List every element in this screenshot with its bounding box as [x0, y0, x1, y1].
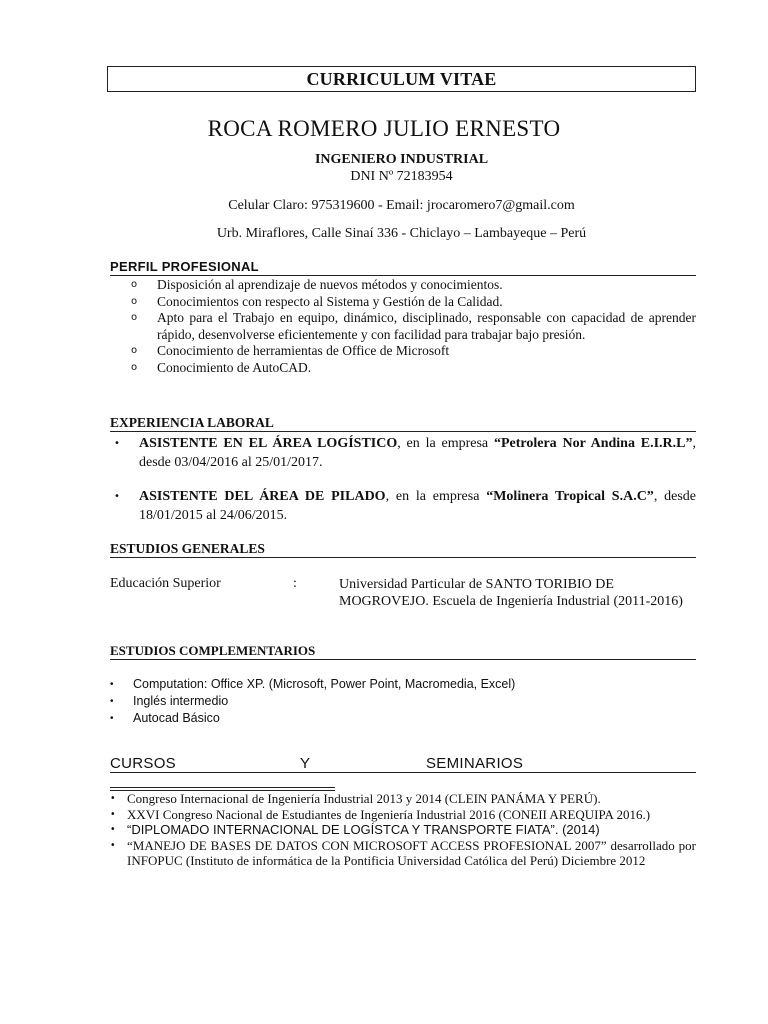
bullet-icon: • [110, 793, 116, 804]
cursos-list [110, 791, 696, 869]
complementarios-list [110, 676, 696, 727]
company-name: “Petrolera Nor Andina E.I.R.L” [493, 436, 693, 451]
cv-title-box [107, 66, 696, 92]
list-item: • “DIPLOMADO INTERNACIONAL DE LOGÍSTCA Y TRANSPORTE FIATA”. (2014) [110, 822, 600, 837]
circle-bullet-icon: o [131, 361, 138, 373]
list-item: o Conocimientos con respecto al Sistema y Gestión de la Calidad. [131, 293, 503, 309]
heading-underline [110, 772, 696, 773]
bullet-icon: • [114, 438, 120, 449]
job-dates: , desde 18/01/2015 al 24/06/2015. [139, 489, 696, 523]
list-item: • Autocad Básico [110, 711, 220, 725]
list-item: • Congreso Internacional de Ingeniería Industrial 2013 y 2014 (CLEIN PANÁMA Y PERÚ). [110, 791, 601, 806]
experience-item: • ASISTENTE DEL ÁREA DE PILADO, en la empresa “Molinera Tropical S.A.C”, desde 18/01/2015 al 24/06/2015. [114, 489, 696, 523]
bullet-icon: • [110, 713, 114, 724]
job-dates: , desde 03/04/2016 al 25/01/2017. [139, 436, 696, 470]
job-role: ASISTENTE EN EL ÁREA LOGÍSTICO [139, 436, 398, 451]
seminarios-word: SEMINARIOS [426, 755, 524, 772]
education-label: Educación Superior [110, 576, 221, 591]
circle-bullet-icon: o [131, 279, 138, 290]
list-item: o Conocimiento de herramientas de Office de Microsoft [131, 343, 450, 358]
heading-underline-segment [434, 772, 468, 773]
dni-number: DNI Nº 72183954 [350, 169, 453, 184]
education-colon: : [293, 576, 297, 591]
y-word: Y [300, 755, 311, 772]
education-value: Universidad Particular de SANTO TORIBIO DE MOGROVEJO. Escuela de Ingeniería Industrial (2011-2016) [339, 577, 683, 609]
bullet-icon: • [110, 808, 116, 820]
list-item: o Conocimiento de AutoCAD. [131, 359, 312, 375]
section-heading-complementarios: ESTUDIOS COMPLEMENTARIOS [110, 642, 696, 660]
company-name: “Molinera Tropical S.A.C” [486, 489, 654, 504]
circle-bullet-icon: o [131, 295, 138, 307]
perfil-list [131, 277, 696, 376]
heading-rule [110, 787, 335, 788]
circle-bullet-icon: o [131, 345, 138, 356]
bullet-icon: • [114, 491, 120, 502]
cursos-word: CURSOS [110, 755, 176, 772]
list-item: • Computation: Office XP. (Microsoft, Power Point, Macromedia, Excel) [110, 677, 516, 691]
job-role: ASISTENTE DEL ÁREA DE PILADO [139, 489, 386, 504]
section-heading-perfil: PERFIL PROFESIONAL [110, 258, 696, 276]
list-item: o Apto para el Trabajo en equipo, dinámico, disciplinado, responsable con capacidad de aprender rápido, desenvolverse eficientemente y con facilidad para trabajar bajo presión. [131, 310, 696, 342]
list-item: • Inglés intermedio [110, 694, 229, 708]
contact-info: Celular Claro: 975319600 - Email: jrocaromero7@gmail.com [228, 198, 575, 213]
profession: INGENIERO INDUSTRIAL [314, 152, 489, 167]
section-heading-estudios: ESTUDIOS GENERALES [110, 540, 696, 558]
address: Urb. Miraflores, Calle Sinaí 336 - Chiclayo – Lambayeque – Perú [216, 226, 587, 241]
list-item: • XXVI Congreso Nacional de Estudiantes de Ingeniería Industrial 2016 (CONEII AREQUIPA 2016.) [110, 806, 651, 822]
bullet-icon: • [110, 839, 116, 851]
experience-item: • ASISTENTE EN EL ÁREA LOGÍSTICO, en la empresa “Petrolera Nor Andina E.I.R.L”, desde 03/04/2016 al 25/01/2017. [114, 436, 696, 470]
circle-bullet-icon: o [131, 312, 138, 323]
bullet-icon: • [110, 679, 114, 690]
section-heading-cursos [110, 755, 696, 773]
heading-underline-segment [626, 772, 696, 773]
section-heading-experiencia: EXPERIENCIA LABORAL [110, 414, 696, 432]
list-item: o Disposición al aprendizaje de nuevos métodos y conocimientos. [131, 277, 503, 292]
cv-title: CURRICULUM VITAE [306, 68, 497, 89]
bullet-icon: • [110, 696, 114, 707]
candidate-name: ROCA ROMERO JULIO ERNESTO [207, 116, 561, 141]
list-item: • “MANEJO DE BASES DE DATOS CON MICROSOFT ACCESS PROFESIONAL 2007” desarrollado por INFOPUC (Instituto de informática de la Pontificia Universidad Católica del Perú) Diciembre 2012 [110, 837, 696, 868]
bullet-icon: • [110, 824, 116, 835]
